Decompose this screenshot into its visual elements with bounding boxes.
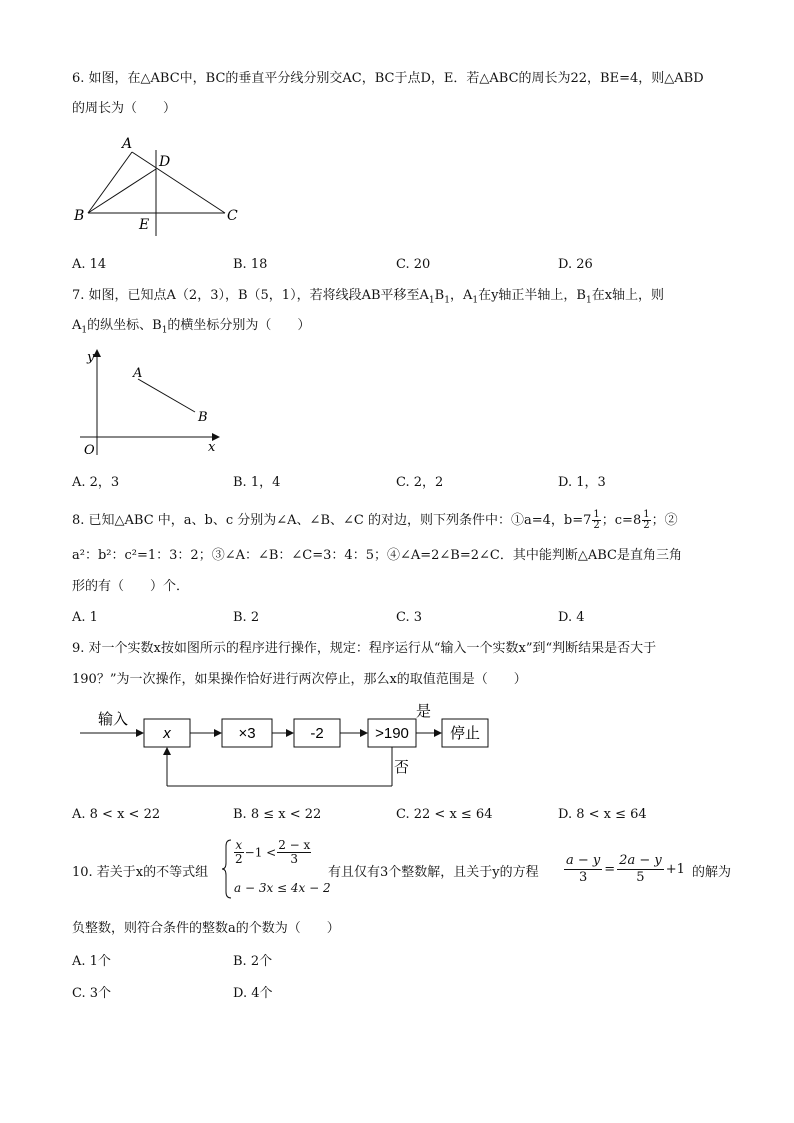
q9-flow-box-minus2: -2	[310, 725, 324, 742]
q6-option-a: A. 14	[72, 257, 107, 272]
q6-triangle-figure	[70, 132, 250, 244]
q7-axis-y-label: y	[87, 350, 95, 365]
q9-option-c: C. 22 < x ≤ 64	[396, 807, 493, 822]
q7-option-d: D. 1，3	[558, 475, 606, 490]
q8-option-b: B. 2	[233, 610, 260, 625]
q9-flowchart	[78, 700, 498, 795]
q9-option-d: D. 8 < x ≤ 64	[558, 807, 647, 822]
q8-fraction-b: $\frac{1}{2}$	[593, 509, 600, 531]
q8-option-c: C. 3	[396, 610, 423, 625]
q6-option-d: D. 26	[558, 257, 593, 272]
q6-label-d: D	[159, 154, 171, 170]
q10-option-c: C. 3个	[72, 986, 112, 1001]
q6-stem-line2: 的周长为（ ）	[72, 101, 177, 116]
q6-label-c: C	[227, 208, 238, 224]
q6-label-e: E	[139, 217, 150, 233]
q7-option-c: C. 2，2	[396, 475, 444, 490]
q10-stem-line2: 负整数，则符合条件的整数a的个数为（ ）	[72, 921, 340, 936]
q7-axis-x-label: x	[208, 440, 216, 455]
q9-flow-box-compare: >190	[375, 725, 409, 742]
q9-stem-line2: 190？”为一次操作，如果操作恰好进行两次停止，那么x的取值范围是（ ）	[72, 672, 527, 687]
q8-stem-line3: 形的有（ ）个．	[72, 579, 190, 594]
q9-flow-box-x: x	[163, 725, 171, 742]
q10-equation: $\frac{a - y}{3}$ = $\frac{2a - y}{5}$ +1	[566, 853, 685, 885]
q6-label-a: A	[122, 136, 133, 152]
q8-option-a: A. 1	[72, 610, 98, 625]
q9-flow-input-label: 输入	[98, 711, 129, 728]
q10-stem-mid: 有且仅有3个整数解，且关于y的方程	[328, 865, 539, 880]
q7-option-b: B. 1，4	[233, 475, 281, 490]
q9-flow-no-label: 否	[394, 759, 410, 776]
q10-inequality-system: $\frac{x}{2}$ −1 < $\frac{2 - x}{3}$ a − 3x ≤ 4x − 2	[222, 838, 322, 900]
q7-stem-line2: $A_1$的纵坐标、$B_1$的横坐标分别为（ ）	[72, 318, 311, 336]
q7-stem-line1: 7. 如图，已知点A（2，3），B（5，1），若将线段AB平移至$A_1B_1$，$A_1$在y轴正半轴上，$B_1$在x轴上，则	[72, 288, 665, 306]
q10-inequality-line2: a − 3x ≤ 4x − 2	[234, 881, 331, 895]
q10-option-d: D. 4个	[233, 986, 273, 1001]
q7-point-b-label: B	[198, 410, 208, 425]
q8-stem-line2: a²：b²：c²=1：3：2；③∠A：∠B：∠C=3：4：5；④∠A=2∠B=2∠C．其中能判断△ABC是直角三角	[72, 548, 682, 563]
q6-stem-line1: 6. 如图，在△ABC中，BC的垂直平分线分别交AC，BC于点D，E．若△ABC的周长为22，BE=4，则△ABD	[72, 71, 704, 86]
q6-option-b: B. 18	[233, 257, 268, 272]
q9-option-b: B. 8 ≤ x < 22	[233, 807, 322, 822]
q10-option-b: B. 2个	[233, 954, 273, 969]
q10-stem-suffix: 的解为	[692, 865, 732, 880]
q9-stem-line1: 9. 对一个实数x按如图所示的程序进行操作，规定：程序运行从“输入一个实数x”到“判断结果是否大于	[72, 641, 657, 656]
q10-stem-prefix: 10. 若关于x的不等式组	[72, 865, 209, 880]
q9-flow-box-times3: ×3	[238, 725, 256, 742]
q7-point-a-label: A	[133, 366, 143, 381]
q7-option-a: A. 2，3	[72, 475, 120, 490]
q9-option-a: A. 8 < x < 22	[72, 807, 161, 822]
q8-option-d: D. 4	[558, 610, 585, 625]
q8-fraction-c: $\frac{1}{2}$	[643, 509, 650, 531]
q9-flow-yes-label: 是	[416, 703, 432, 720]
q7-origin-label: O	[84, 443, 95, 458]
q8-stem-line1: 8. 已知△ABC 中，a、b、c 分别为∠A、∠B、∠C 的对边，则下列条件中：①a=4，b=7 $\frac{1}{2}$ ；c=8 $\frac{1}{2}$ ；②	[72, 509, 678, 531]
q10-option-a: A. 1个	[72, 954, 111, 969]
q7-coordinate-figure	[72, 345, 232, 460]
q6-label-b: B	[74, 208, 85, 224]
q6-option-c: C. 20	[396, 257, 431, 272]
q9-flow-box-stop: 停止	[449, 725, 481, 742]
